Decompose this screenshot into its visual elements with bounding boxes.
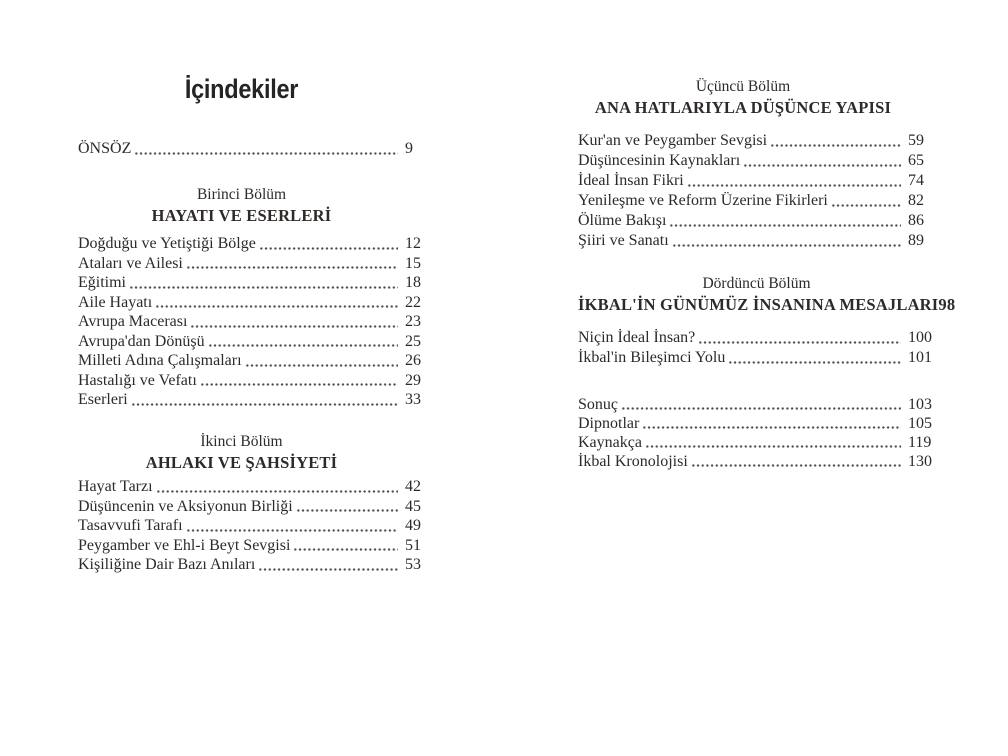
- toc-entry-page: 26: [405, 352, 421, 369]
- toc-list: [78, 234, 432, 410]
- toc-entry-page: 51: [405, 536, 421, 554]
- toc-entry-label: Peygamber ve Ehl-i Beyt Sevgisi: [78, 536, 291, 554]
- section-title: İKBAL'İN GÜNÜMÜZ İNSANINA MESAJLARI: [578, 295, 939, 314]
- dot-leader: [743, 151, 901, 171]
- dot-leader: [672, 231, 901, 251]
- toc-entry-page: 119: [908, 434, 932, 451]
- dot-leader: [208, 332, 398, 352]
- toc-entry: [78, 293, 432, 313]
- dot-leader: [669, 211, 901, 231]
- toc-entry: [78, 555, 432, 575]
- toc-entry: [578, 151, 935, 171]
- toc-entry: [578, 328, 935, 348]
- toc-entry-page: 74: [908, 172, 924, 189]
- section-subtitle: Birinci Bölüm: [196, 186, 287, 203]
- toc-entry-label: Kişiliğine Dair Bazı Anıları: [78, 556, 256, 573]
- toc-entry-page: 22: [405, 293, 421, 311]
- toc-entry: [78, 234, 432, 254]
- dot-leader: [621, 395, 901, 414]
- toc-entry-label: Düşüncesinin Kaynakları: [578, 152, 741, 169]
- section-title-page: 98: [938, 295, 956, 314]
- toc-list: [578, 131, 935, 251]
- toc-entry-page: 15: [405, 254, 421, 272]
- toc-list: [578, 328, 935, 368]
- dot-leader: [200, 371, 398, 391]
- dot-leader: [728, 348, 901, 368]
- dot-leader: [687, 171, 901, 191]
- right-page: [578, 0, 956, 756]
- dot-leader: [645, 433, 901, 452]
- toc-entry-page: 53: [405, 556, 421, 573]
- section-subtitle: Dördüncü Bölüm: [702, 275, 811, 292]
- toc-entry-page: 49: [405, 517, 421, 534]
- toc-entry: [78, 351, 432, 371]
- toc-entry-label: Hayat Tarzı: [78, 478, 153, 495]
- toc-entry: [78, 332, 432, 352]
- dot-leader: [698, 328, 901, 348]
- toc-entry: [578, 452, 935, 471]
- dot-leader: [245, 351, 398, 371]
- toc-entry: [78, 273, 432, 293]
- dot-leader: [770, 131, 901, 151]
- dot-leader: [186, 254, 398, 274]
- toc-entry: [578, 171, 935, 191]
- toc-entry-label: Doğduğu ve Yetiştiği Bölge: [78, 235, 256, 252]
- dot-leader: [258, 555, 398, 575]
- section-title-row: [578, 294, 956, 316]
- toc-entry: [78, 390, 432, 410]
- toc-entry-page: 65: [908, 152, 924, 169]
- dot-leader: [691, 452, 901, 471]
- toc-entry-page: 23: [405, 313, 421, 330]
- dot-leader: [293, 536, 398, 556]
- toc-entry-label: ÖNSÖZ: [78, 140, 132, 157]
- toc-entry: [78, 516, 432, 536]
- toc-entry-page: 25: [405, 332, 421, 350]
- toc-entry-label: Şiiri ve Sanatı: [578, 232, 669, 249]
- toc-entry-label: İkbal'in Bileşimci Yolu: [578, 349, 726, 366]
- toc-entry-label: Tasavvufi Tarafı: [78, 517, 183, 534]
- toc-entry-label: Düşüncenin ve Aksiyonun Birliği: [78, 497, 293, 515]
- back-matter-list: [578, 395, 935, 471]
- toc-entry-page: 45: [405, 497, 421, 515]
- toc-entry-label: Ataları ve Ailesi: [78, 254, 183, 272]
- toc-entry-label: Aile Hayatı: [78, 293, 153, 311]
- toc-entry-page: 29: [405, 371, 421, 389]
- toc-entry-page: 18: [405, 274, 421, 291]
- toc-entry-label: Eğitimi: [78, 274, 126, 291]
- toc-entry-page: 130: [908, 453, 932, 470]
- toc-entry-page: 101: [908, 349, 932, 366]
- dot-leader: [129, 273, 398, 293]
- toc-entry-label: Milleti Adına Çalışmaları: [78, 352, 242, 369]
- toc-entry-page: 42: [405, 478, 421, 495]
- section-birinci-bolum: [78, 185, 432, 410]
- toc-entry-page: 59: [908, 132, 924, 149]
- toc-entry-label: Ölüme Bakışı: [578, 212, 667, 229]
- dot-leader: [134, 139, 398, 159]
- dot-leader: [296, 497, 398, 517]
- onsoz-entry: [78, 139, 432, 159]
- toc-entry-label: Avrupa'dan Dönüşü: [78, 332, 205, 350]
- toc-entry-page: 12: [405, 235, 421, 252]
- toc-entry: [78, 312, 432, 332]
- toc-entry-label: Dipnotlar: [578, 415, 640, 432]
- toc-entry-page: 86: [908, 212, 924, 229]
- toc-entry-label: Avrupa Macerası: [78, 313, 188, 330]
- dot-leader: [186, 516, 398, 536]
- dot-leader: [831, 191, 901, 211]
- toc-entry-page: 82: [908, 192, 924, 209]
- toc-entry-label: Hastalığı ve Vefatı: [78, 371, 197, 389]
- section-ucuncu-bolum: [578, 77, 935, 251]
- toc-entry: [78, 477, 432, 497]
- toc-entry-label: Kaynakça: [578, 434, 642, 451]
- toc-entry: [78, 254, 432, 274]
- toc-entry: [578, 211, 935, 231]
- toc-entry: [578, 414, 935, 433]
- toc-entry: [578, 191, 935, 211]
- toc-entry: [78, 139, 432, 159]
- section-subtitle: Üçüncü Bölüm: [695, 78, 791, 95]
- section-title: AHLAKI VE ŞAHSİYETİ: [145, 453, 338, 472]
- toc-entry-label: Eserleri: [78, 391, 128, 408]
- toc-entry-page: 105: [908, 415, 932, 432]
- toc-entry: [578, 131, 935, 151]
- toc-entry-page: 33: [405, 391, 421, 408]
- toc-entry-label: İkbal Kronolojisi: [578, 453, 688, 470]
- page-title: İçindekiler: [184, 74, 299, 104]
- toc-entry: [78, 536, 432, 556]
- section-title: ANA HATLARIYLA DÜŞÜNCE YAPISI: [594, 98, 892, 117]
- left-page: [78, 0, 432, 756]
- section-ikinci-bolum: [78, 432, 432, 575]
- dot-leader: [156, 477, 398, 497]
- section-subtitle: İkinci Bölüm: [200, 433, 283, 450]
- dot-leader: [190, 312, 398, 332]
- toc-entry-page: 9: [405, 140, 413, 157]
- toc-entry-label: Niçin İdeal İnsan?: [578, 329, 696, 346]
- dot-leader: [131, 390, 398, 410]
- toc-entry: [78, 497, 432, 517]
- toc-entry: [578, 348, 935, 368]
- toc-entry: [78, 371, 432, 391]
- toc-entry-label: Yenileşme ve Reform Üzerine Fikirleri: [578, 192, 828, 209]
- toc-entry-label: Kur'an ve Peygamber Sevgisi: [578, 132, 768, 149]
- toc-entry-page: 89: [908, 232, 924, 249]
- dot-leader: [642, 414, 901, 433]
- toc-list: [578, 395, 935, 471]
- toc-entry: [578, 395, 935, 414]
- toc-entry-page: 103: [908, 396, 932, 413]
- dot-leader: [155, 293, 398, 313]
- toc-entry-page: 100: [908, 329, 932, 346]
- toc-entry-label: İdeal İnsan Fikri: [578, 172, 684, 189]
- toc-entry: [578, 231, 935, 251]
- section-title: HAYATI VE ESERLERİ: [151, 206, 332, 225]
- toc-list: [78, 477, 432, 575]
- dot-leader: [259, 234, 398, 254]
- toc-entry: [578, 433, 935, 452]
- section-dorduncu-bolum: [578, 274, 956, 368]
- toc-entry-label: Sonuç: [578, 396, 618, 413]
